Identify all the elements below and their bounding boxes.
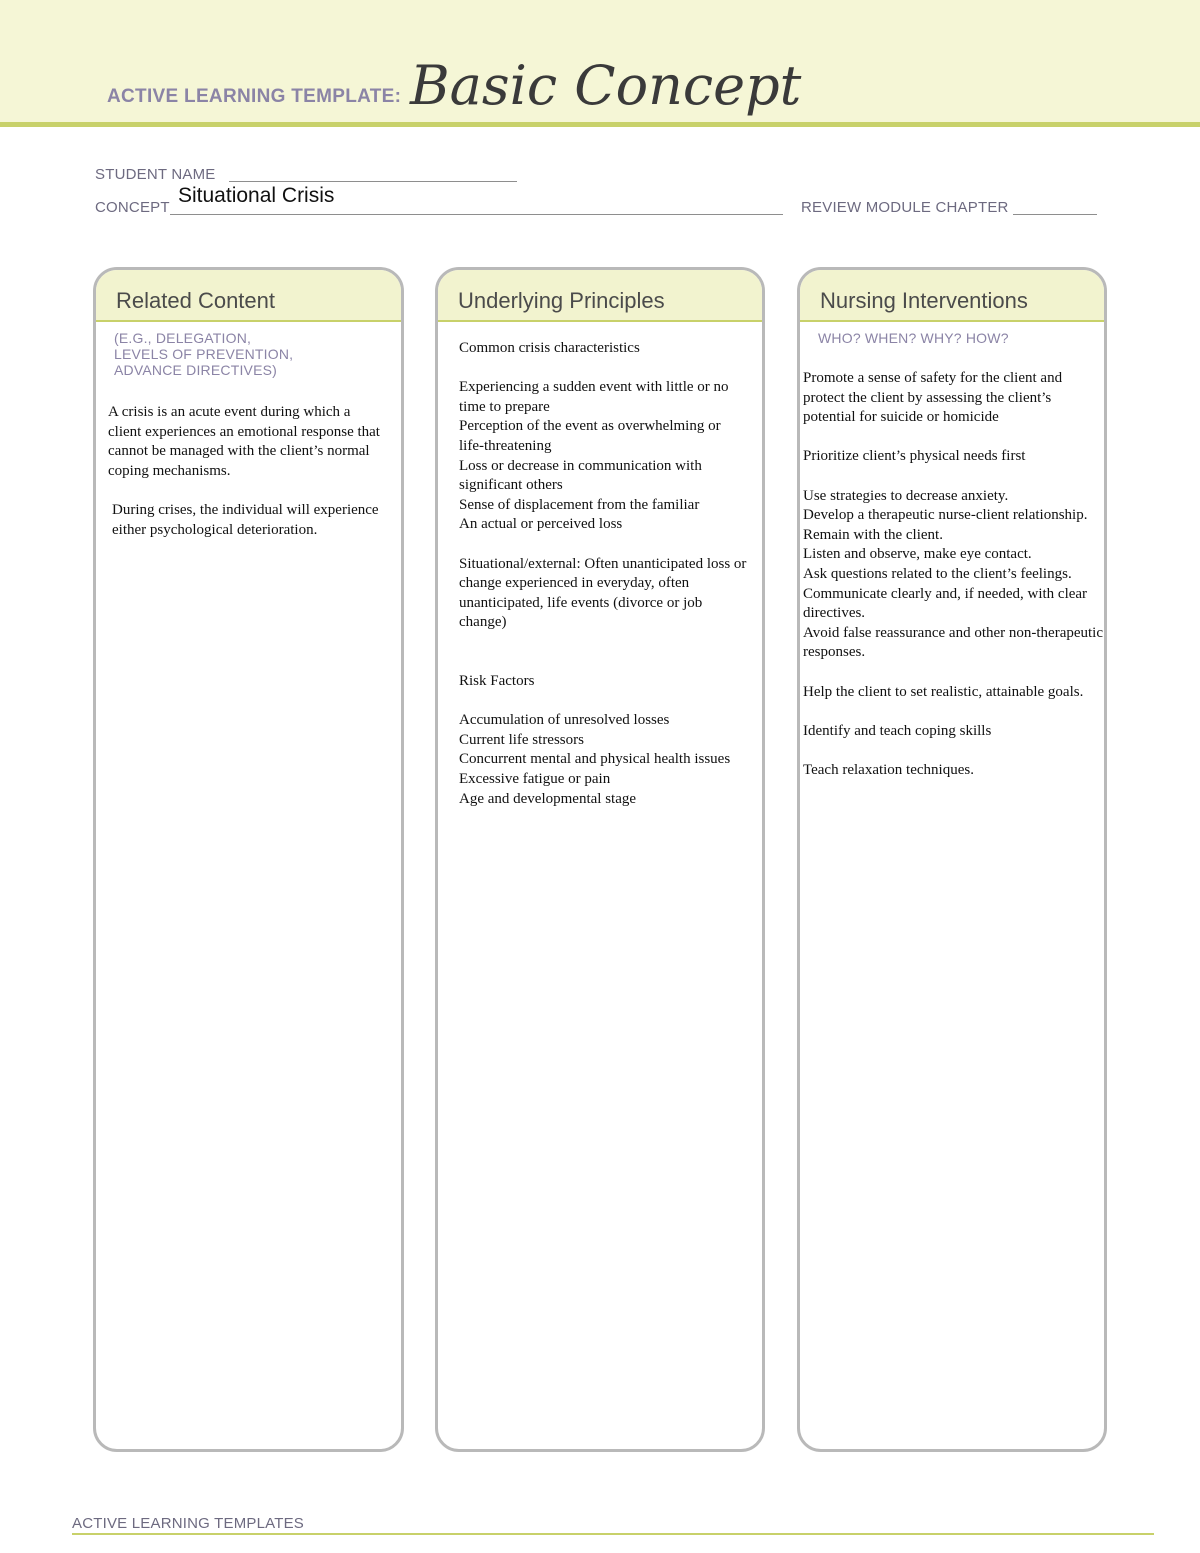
situational-crisis-text: Situational/external: Often unanticipated loss or change experienced in everyday, often unanticipated, life events (divorce or job change) bbox=[459, 555, 747, 631]
risk-factor-item: Current life stressors bbox=[459, 731, 584, 748]
student-name-field[interactable] bbox=[229, 181, 517, 182]
prioritize-intervention: Prioritize client’s physical needs first bbox=[803, 448, 1026, 465]
risk-factor-item: Excessive fatigue or pain bbox=[459, 771, 611, 788]
characteristic-item: Sense of displacement from the familiar bbox=[459, 496, 700, 513]
anxiety-strategy-item: Use strategies to decrease anxiety. bbox=[803, 487, 1009, 504]
underlying-principles-body bbox=[459, 339, 749, 809]
risk-factor-item: Accumulation of unresolved losses bbox=[459, 712, 670, 729]
footer-rule bbox=[72, 1533, 1154, 1535]
related-content-header bbox=[96, 270, 401, 322]
crisis-definition: A crisis is an acute event during which a client experiences an emotional response that cannot be managed with the client’s normal coping mechanisms. bbox=[108, 404, 380, 479]
related-content-panel bbox=[93, 267, 404, 1452]
anxiety-strategy-item: Communicate clearly and, if needed, with clear directives. bbox=[803, 585, 1088, 622]
concept-value: Situational Crisis bbox=[178, 184, 335, 207]
crisis-outcome: During crises, the individual will experience either psychological deterioration. bbox=[112, 501, 379, 538]
characteristic-item: Perception of the event as overwhelming or life-threatening bbox=[459, 418, 721, 454]
nursing-interventions-hint: WHO? WHEN? WHY? HOW? bbox=[818, 330, 1009, 346]
review-module-label: REVIEW MODULE CHAPTER bbox=[801, 199, 1009, 216]
related-content-hint bbox=[114, 330, 401, 378]
risk-factor-item: Concurrent mental and physical health issues bbox=[459, 751, 731, 768]
template-title: Basic Concept bbox=[410, 54, 802, 117]
characteristic-item: Experiencing a sudden event with little or no time to prepare bbox=[459, 379, 729, 415]
anxiety-strategy-item: Listen and observe, make eye contact. bbox=[803, 546, 1032, 563]
safety-intervention: Promote a sense of safety for the client and protect the client by assessing the client’s potential for suicide or homicide bbox=[803, 370, 1063, 426]
anxiety-strategy-item: Develop a therapeutic nurse-client relationship. bbox=[803, 507, 1088, 524]
relaxation-intervention: Teach relaxation techniques. bbox=[803, 761, 974, 778]
characteristics-intro: Common crisis characteristics bbox=[459, 340, 640, 356]
characteristic-item: An actual or perceived loss bbox=[459, 516, 623, 533]
header-rule bbox=[0, 122, 1200, 127]
underlying-principles-header bbox=[438, 270, 762, 322]
footer-label: ACTIVE LEARNING TEMPLATES bbox=[72, 1515, 304, 1532]
nursing-interventions-title: Nursing Interventions bbox=[820, 288, 1028, 313]
student-name-label: STUDENT NAME bbox=[95, 166, 216, 183]
review-module-field[interactable] bbox=[1013, 214, 1097, 215]
nursing-interventions-header bbox=[800, 270, 1104, 322]
anxiety-strategy-item: Avoid false reassurance and other non-therapeutic responses. bbox=[803, 624, 1104, 661]
template-label: ACTIVE LEARNING TEMPLATE: bbox=[107, 86, 402, 107]
risk-factors-title: Risk Factors bbox=[459, 673, 535, 690]
goals-intervention: Help the client to set realistic, attainable goals. bbox=[803, 683, 1084, 700]
coping-intervention: Identify and teach coping skills bbox=[803, 722, 992, 739]
related-content-hint-line: ADVANCE DIRECTIVES) bbox=[114, 362, 278, 378]
anxiety-strategy-item: Remain with the client. bbox=[803, 526, 943, 543]
anxiety-strategy-item: Ask questions related to the client’s feelings. bbox=[803, 565, 1072, 582]
nursing-interventions-body bbox=[803, 369, 1103, 780]
related-content-hint-line: (E.G., DELEGATION, bbox=[114, 330, 252, 346]
underlying-principles-title: Underlying Principles bbox=[458, 288, 665, 313]
concept-field[interactable] bbox=[170, 214, 783, 215]
related-content-hint-line: LEVELS OF PREVENTION, bbox=[114, 346, 294, 362]
underlying-principles-panel bbox=[435, 267, 765, 1452]
concept-label: CONCEPT bbox=[95, 199, 170, 216]
characteristic-item: Loss or decrease in communication with significant others bbox=[459, 457, 702, 494]
related-content-body bbox=[108, 403, 383, 540]
related-content-title: Related Content bbox=[116, 288, 275, 313]
risk-factor-item: Age and developmental stage bbox=[459, 790, 637, 807]
nursing-interventions-panel bbox=[797, 267, 1107, 1452]
